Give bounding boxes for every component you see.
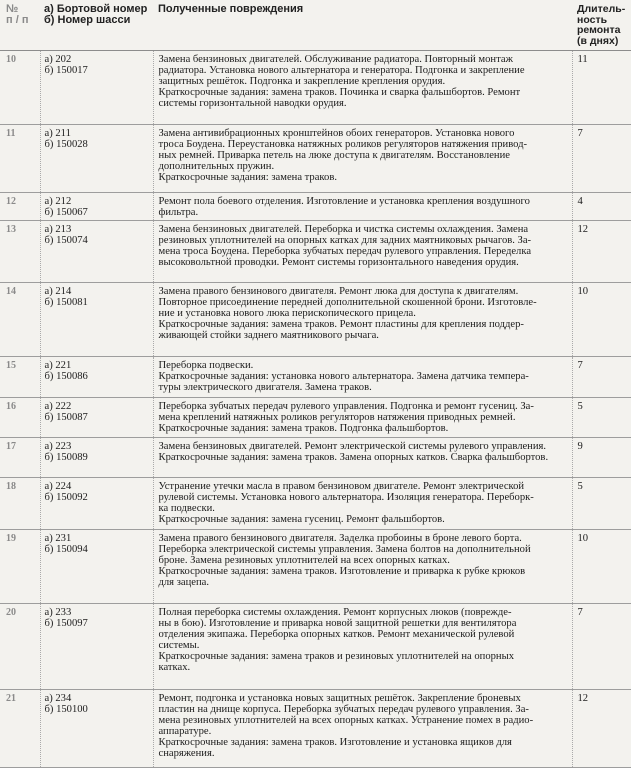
row-number (0, 282, 40, 356)
row-number (0, 603, 40, 689)
damage-line: отделения экипажа. Переборка опорных катков. Ремонт механической рулевой (159, 629, 564, 640)
damage-line: Замена правого бензинового двигателя. Заделка пробоины в броне левого борта. (159, 533, 564, 544)
table-row (0, 529, 631, 603)
duration-cell (572, 437, 631, 477)
vehicle-cell (40, 50, 153, 124)
row-number-text: 16 (6, 401, 40, 412)
damage-line: системы. (159, 640, 564, 651)
row-number (0, 477, 40, 529)
damage-line: Краткосрочные задания: установка нового альтернатора. Замена датчика темпера- (159, 371, 564, 382)
damage-line: Устранение утечки масла в правом бензиновом двигателе. Ремонт электрической (159, 481, 564, 492)
damage-line: радиатора. Установка нового альтернатора и генератора. Подгонка и закрепление (159, 65, 564, 76)
table-row (0, 282, 631, 356)
table-row (0, 124, 631, 192)
duration-cell (572, 282, 631, 356)
duration-cell (572, 477, 631, 529)
duration-cell (572, 220, 631, 282)
duration-days: 12 (578, 224, 631, 235)
damage-line: Переборка зубчатых передач рулевого управления. Подгонка и ремонт гусениц. За- (159, 401, 564, 412)
row-number-text: 15 (6, 360, 40, 371)
vehicle-cell (40, 397, 153, 437)
damage-line: для зацепа. (159, 577, 564, 588)
row-number-text: 17 (6, 441, 40, 452)
table-row (0, 689, 631, 767)
vehicle-cell (40, 603, 153, 689)
damage-line: рулевой системы. Установка нового альтернатора. Изоляция генератора. Переборк- (159, 492, 564, 503)
damage-line: ка подвески. (159, 503, 564, 514)
tail-number: а) 233 (45, 607, 153, 618)
row-number-text: 20 (6, 607, 40, 618)
row-number-text: 12 (6, 196, 40, 207)
duration-days: 10 (578, 286, 631, 297)
chassis-number: б) 150100 (45, 704, 153, 715)
table-header (0, 0, 631, 50)
duration-days: 11 (578, 54, 631, 65)
vehicle-cell (40, 437, 153, 477)
duration-days: 12 (578, 693, 631, 704)
duration-days: 5 (578, 401, 631, 412)
tail-number: а) 211 (45, 128, 153, 139)
damage-line: ных ремней. Приварка петель на люке доступа к двигателям. Восстановление (159, 150, 564, 161)
tail-number: а) 202 (45, 54, 153, 65)
damage-line: Ремонт, подгонка и установка новых защитных решёток. Закрепление броневых (159, 693, 564, 704)
tail-number: а) 231 (45, 533, 153, 544)
duration-cell (572, 529, 631, 603)
damage-line: Переборка подвески. (159, 360, 564, 371)
chassis-number: б) 150017 (45, 65, 153, 76)
damage-cell (153, 282, 572, 356)
damage-line: аппаратуре. (159, 726, 564, 737)
tail-number: а) 213 (45, 224, 153, 235)
chassis-number: б) 150081 (45, 297, 153, 308)
row-number (0, 356, 40, 397)
row-number (0, 437, 40, 477)
duration-days: 5 (578, 481, 631, 492)
damage-cell (153, 356, 572, 397)
header-damage: Полученные повреждения (153, 0, 572, 50)
vehicle-cell (40, 124, 153, 192)
row-number (0, 192, 40, 220)
vehicle-cell (40, 689, 153, 767)
vehicle-cell (40, 356, 153, 397)
duration-days: 9 (578, 441, 631, 452)
chassis-number: б) 150067 (45, 207, 153, 218)
tail-number: а) 223 (45, 441, 153, 452)
damage-cell (153, 529, 572, 603)
damage-line: Переборка электрической системы управления. Замена болтов на дополнительной (159, 544, 564, 555)
table-body (0, 50, 631, 767)
duration-days: 4 (578, 196, 631, 207)
row-number (0, 50, 40, 124)
row-number-text: 13 (6, 224, 40, 235)
damage-line: мена троса Боудена. Переборка зубчатых передач рулевого управления. Переделка (159, 246, 564, 257)
damage-line: Краткосрочные задания: замена траков. (159, 172, 564, 183)
chassis-number: б) 150086 (45, 371, 153, 382)
chassis-number: б) 150087 (45, 412, 153, 423)
damage-line: Краткосрочные задания: замена гусениц. Ремонт фальшбортов. (159, 514, 564, 525)
damage-line: Замена бензиновых двигателей. Ремонт электрической системы рулевого управления. (159, 441, 564, 452)
damage-line: Ремонт пола боевого отделения. Изготовление и установка крепления воздушного (159, 196, 564, 207)
header-number: № п / п (0, 0, 40, 50)
damage-line: Замена бензиновых двигателей. Переборка и чистка системы охлаждения. Замена (159, 224, 564, 235)
tail-number: а) 221 (45, 360, 153, 371)
duration-cell (572, 124, 631, 192)
table-row (0, 603, 631, 689)
duration-days: 7 (578, 128, 631, 139)
damage-line: системы горизонтальной наводки орудия. (159, 98, 564, 109)
chassis-number: б) 150094 (45, 544, 153, 555)
damage-line: Краткосрочные задания: замена траков. Починка и сварка фальшбортов. Ремонт (159, 87, 564, 98)
duration-days: 7 (578, 607, 631, 618)
damage-line: пластин на днище корпуса. Переборка зубчатых передач рулевого управления. За- (159, 704, 564, 715)
damage-cell (153, 397, 572, 437)
damage-cell (153, 50, 572, 124)
duration-cell (572, 603, 631, 689)
vehicle-cell (40, 192, 153, 220)
table-row (0, 397, 631, 437)
damage-line: Краткосрочные задания: замена траков и резиновых уплотнителей на опорных (159, 651, 564, 662)
damage-line: Замена антивибрационных кронштейнов обоих генераторов. Установка нового (159, 128, 564, 139)
damage-cell (153, 603, 572, 689)
damage-cell (153, 192, 572, 220)
row-number (0, 529, 40, 603)
damage-line: троса Боудена. Переустановка натяжных роликов регуляторов натяжения привод- (159, 139, 564, 150)
table-row (0, 437, 631, 477)
vehicle-cell (40, 529, 153, 603)
damage-line: Краткосрочные задания: замена траков. Изготовление и установка ящиков для (159, 737, 564, 748)
chassis-number: б) 150092 (45, 492, 153, 503)
damage-line: Краткосрочные задания: замена траков. Ремонт пластины для крепления поддер- (159, 319, 564, 330)
row-number-text: 10 (6, 54, 40, 65)
table-row (0, 192, 631, 220)
vehicle-cell (40, 282, 153, 356)
row-number-text: 18 (6, 481, 40, 492)
duration-cell (572, 192, 631, 220)
damage-line: ние и установка нового люка перископического прицела. (159, 308, 564, 319)
row-number-text: 21 (6, 693, 40, 704)
damage-line: Краткосрочные задания: замена траков. Изготовление и приварка к рубке крюков (159, 566, 564, 577)
duration-cell (572, 50, 631, 124)
tail-number: а) 212 (45, 196, 153, 207)
header-vehicle: а) Бортовой номер б) Номер шасси (40, 0, 153, 50)
damage-line: снаряжения. (159, 748, 564, 759)
damage-line: броне. Замена резиновых уплотнителей на всех опорных катках. (159, 555, 564, 566)
table-row (0, 356, 631, 397)
row-number-text: 11 (6, 128, 40, 139)
damage-line: Краткосрочные задания: замена траков. Подгонка фальшбортов. (159, 423, 564, 434)
damage-cell (153, 689, 572, 767)
damage-line: мена резиновых уплотнителей на всех опорных катках. Устранение помех в радио- (159, 715, 564, 726)
damage-line: Замена правого бензинового двигателя. Ремонт люка для доступа к двигателям. (159, 286, 564, 297)
tail-number: а) 234 (45, 693, 153, 704)
row-number-text: 19 (6, 533, 40, 544)
duration-cell (572, 689, 631, 767)
damage-line: дополнительных пружин. (159, 161, 564, 172)
row-number (0, 220, 40, 282)
chassis-number: б) 150097 (45, 618, 153, 629)
damage-line: Повторное присоединение передней дополнительной скошенной брони. Изготовле- (159, 297, 564, 308)
duration-cell (572, 397, 631, 437)
tail-number: а) 222 (45, 401, 153, 412)
damage-line: туры электрического двигателя. Замена траков. (159, 382, 564, 393)
duration-days: 7 (578, 360, 631, 371)
row-number (0, 124, 40, 192)
damage-cell (153, 477, 572, 529)
row-number-text: 14 (6, 286, 40, 297)
row-number (0, 397, 40, 437)
duration-cell (572, 356, 631, 397)
damage-line: защитных решёток. Подгонка и закрепление крепления орудия. (159, 76, 564, 87)
tail-number: а) 224 (45, 481, 153, 492)
tail-number: а) 214 (45, 286, 153, 297)
damage-cell (153, 220, 572, 282)
chassis-number: б) 150089 (45, 452, 153, 463)
header-duration: Длитель- ность ремонта (в днях) (572, 0, 631, 50)
row-number (0, 689, 40, 767)
damage-cell (153, 437, 572, 477)
table-row (0, 220, 631, 282)
damage-cell (153, 124, 572, 192)
table-row (0, 477, 631, 529)
damage-line: резиновых уплотнителей на опорных катках для задних маятниковых рычагов. За- (159, 235, 564, 246)
damage-line: Полная переборка системы охлаждения. Ремонт корпусных люков (поврежде- (159, 607, 564, 618)
damage-line: мена креплений натяжных роликов регуляторов натяжения приводных ремней. (159, 412, 564, 423)
chassis-number: б) 150028 (45, 139, 153, 150)
damage-line: Замена бензиновых двигателей. Обслуживание радиатора. Повторный монтаж (159, 54, 564, 65)
table-row (0, 50, 631, 124)
damage-line: катках. (159, 662, 564, 673)
chassis-number: б) 150074 (45, 235, 153, 246)
damage-line: живающей стойки заднего маятникового рычага. (159, 330, 564, 341)
damage-line: высоковольтной проводки. Ремонт системы горизонтального наведения орудия. (159, 257, 564, 268)
damage-line: Краткосрочные задания: замена траков. Замена опорных катков. Сварка фальшбортов. (159, 452, 564, 463)
vehicle-cell (40, 220, 153, 282)
damage-line: фильтра. (159, 207, 564, 218)
damage-line: ны в бою). Изготовление и приварка новой защитной решетки для вентилятора (159, 618, 564, 629)
vehicle-cell (40, 477, 153, 529)
duration-days: 10 (578, 533, 631, 544)
